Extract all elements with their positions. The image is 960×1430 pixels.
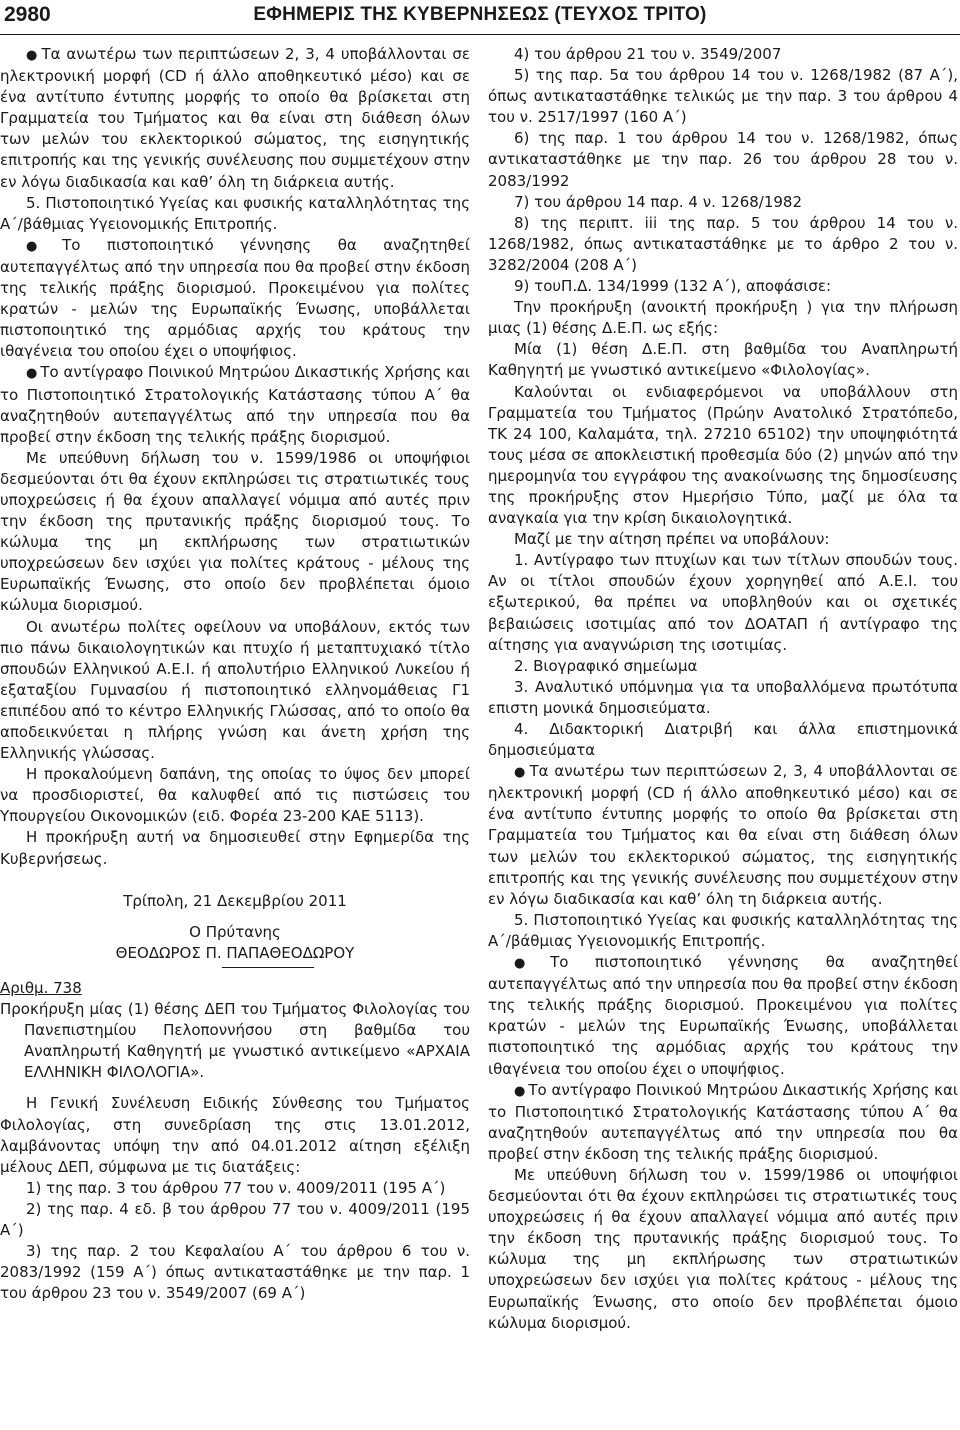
list-item: 3) της παρ. 2 του Κεφαλαίου Α΄ του άρθρου 6 του ν. 2083/1992 (159 Α΄) όπως αντικαταστάθηκε με την παρ. 1 του άρθρου 23 του ν. 3549/2007 (69 Α΄) [0, 1242, 470, 1303]
list-item: 4) του άρθρου 21 του ν. 3549/2007 [514, 45, 782, 63]
list-item: 7) του άρθρου 14 παρ. 4 ν. 1268/1982 [514, 192, 803, 211]
paragraph: ● Το αντίγραφο Ποινικού Μητρώου Δικαστικής Χρήσης και το Πιστοποιητικό Στρατολογικής Κατάστασης τύπου Α΄ θα αναζητηθούν αυτεπαγγέλτως από την υπηρεσία που θα προβεί στην έκδοση της τελικής πράξης διορισμού. [0, 363, 470, 446]
bullet-icon: ● [26, 366, 38, 382]
paragraph: Μαζί με την αίτηση πρέπει να υποβάλουν: [514, 530, 830, 549]
list-item: 3. Αναλυτικό υπόμνημα για τα υποβαλλόμενα πρωτότυπα επιστη μονικά δημοσιεύματα. [488, 677, 958, 717]
paragraph: Οι ανωτέρω πολίτες οφείλουν να υποβάλουν, εκτός των πιο πάνω δικαιολογητικών και πτυχίο ή μεταπτυχιακό τίτλο σπουδών Ελληνικού Α.Ε.Ι. ή απολυτήριο Ελληνικού Λυκείου ή εξαταξίου Γυμνασίου ή πιστοποιητικό ελληνομάθειας Γ1 επιπέδου από το κέντρο Ελληνικής Γλώσσας, από το οποίο θα αποδεικνύεται η πλήρης γνώση και άνετη χρήση της Ελληνικής γλώσσας. [0, 617, 470, 763]
paragraph: Μία (1) θέση Δ.Ε.Π. στη βαθμίδα του Αναπληρωτή Καθηγητή με γνωστικό αντικείμενο «Φιλολογίας». [488, 340, 958, 380]
decision-number: Αριθμ. 738 [0, 978, 82, 997]
paragraph: ● Το αντίγραφο Ποινικού Μητρώου Δικαστικής Χρήσης και το Πιστοποιητικό Στρατολογικής Κατάστασης τύπου Α΄ θα αναζητηθούν αυτεπαγγέλτως από την υπηρεσία που θα προβεί στην έκδοση της τελικής πράξης διορισμού. [488, 1080, 958, 1163]
list-item: 2. Βιογραφικό σημείωμα [514, 656, 698, 675]
list-item: 1. Αντίγραφο των πτυχίων και των τίτλων σπουδών τους. Αν οι τίτλοι σπουδών έχουν χορηγηθεί από Α.Ε.Ι. του εξωτερικού, θα πρέπει να υποβληθούν και οι σχετικές βεβαιώσεις ισοτιμίας από τον ΔΟΑΤΑΠ ή αντίγραφο της αίτησης για αναγνώριση της ισοτιμίας. [488, 551, 958, 654]
paragraph: ● Τα ανωτέρω των περιπτώσεων 2, 3, 4 υποβάλλονται σε ηλεκτρονική μορφή (CD ή άλλο αποθηκευτικό μέσο) και σε ένα αντίτυπο έντυπης μορφής το οποίο θα βρίσκεται στη Γραμματεία του Τμήματος και θα είναι στη διάθεση όλων των μελών του εκλεκτορικού σώματος, της εισηγητικής επιτροπής και της γενικής συνέλευσης που συμμετέχουν στην εν λόγω διαδικασία και καθ’ όλη τη διάρκεια αυτής. [0, 45, 471, 191]
list-item: 1) της παρ. 3 του άρθρου 77 του ν. 4009/2011 (195 Α΄) [26, 1178, 446, 1197]
paragraph: Την προκήρυξη (ανοικτή προκήρυξη ) για την πλήρωση μιας (1) θέσης Δ.Ε.Π. ως εξής: [488, 298, 958, 338]
list-item: 6) της παρ. 1 του άρθρου 14 του ν. 1268/1982, όπως αντικαταστάθηκε με την παρ. 26 του άρθρου 28 του ν. 2083/1992 [488, 129, 958, 190]
list-item: 5) της παρ. 5α του άρθρου 14 του ν. 1268/1982 (87 Α΄), όπως αντικαταστάθηκε τελικώς με την παρ. 3 του άρθρου 4 του ν. 2517/1997 (160 Α΄) [488, 66, 958, 127]
bullet-icon: ● [514, 765, 527, 781]
paragraph: Με υπεύθυνη δήλωση του ν. 1599/1986 οι υποψήφιοι δεσμεύονται ότι θα έχουν εκπληρώσει τις στρατιωτικές τους υποχρεώσεις ή θα έχουν απαλλαγεί νόμιμα από αυτές πριν την έκδοση της πρυτανικής πράξης διορισμού τους. Το κώλυμα της μη εκπλήρωσης των στρατιωτικών υποχρεώσεων δεν ισχύει για πολίτες κράτους - μέλους της Ευρωπαϊκής Ένωσης, στο οποίο δεν προβλέπεται όμοιο κώλυμα διορισμού. [488, 1165, 958, 1332]
list-item: 4. Διδακτορική Διατριβή και άλλα επιστημονικά δημοσιεύματα [488, 720, 958, 760]
list-item: 8) της περιπτ. iii της παρ. 5 του άρθρου 14 του ν. 1268/1982, όπως αντικαταστάθηκε με το άρθρο 2 του ν. 3282/2004 (208 Α΄) [488, 213, 958, 274]
signer-name: ΘΕΟΔΩΡΟΣ Π. ΠΑΠΑΘΕΟΔΩΡΟΥ [115, 943, 355, 962]
bullet-icon: ● [514, 956, 548, 972]
paragraph: 5. Πιστοποιητικό Υγείας και φυσικής καταλληλότητας της Α΄/βάθμιας Υγειονομικής Επιτροπής. [488, 910, 958, 950]
left-column [0, 44, 470, 1304]
paragraph: ● Το πιστοποιητικό γέννησης θα αναζητηθεί αυτεπαγγέλτως από την υπηρεσία που θα προβεί στην έκδοση της τελικής πράξης διορισμού. Προκειμένου για πολίτες κρατών - μελών της Ευρωπαϊκής Ένωσης, υποβάλλεται πιστοποιητικό της αρμόδιας αρχής του κράτους την ιθαγένεια του οποίου έχει ο υποψήφιος. [488, 953, 959, 1078]
bullet-icon: ● [514, 1083, 526, 1099]
paragraph: Η προκαλούμενη δαπάνη, της οποίας το ύψος δεν μπορεί να προσδιοριστεί, θα καλυφθεί από τις πιστώσεις του Υπουργείου Οικονομικών (ειδ. Φορέα 23-200 ΚΑΕ 5113). [0, 765, 470, 826]
gazette-title: ΕΦΗΜΕΡΙΣ ΤΗΣ ΚΥΒΕΡΝΗΣΕΩΣ (ΤΕΥΧΟΣ ΤΡΙΤΟ) [253, 4, 707, 25]
paragraph: Η Γενική Συνέλευση Ειδικής Σύνθεσης του Τμήματος Φιλολογίας, στη συνεδρίαση της στις 13.01.2012, λαμβάνοντας υπόψη την από 04.01.2012 αίτηση εξέλιξη μέλους ΔΕΠ, σύμφωνα με τις διατάξεις: [0, 1094, 470, 1176]
decision-title: Προκήρυξη μίας (1) θέσης ΔΕΠ του Τμήματος Φιλολογίας του Πανεπιστημίου Πελοποννήσου στη βαθμίδα του Αναπληρωτή Καθηγητή με γνωστικό αντικείμενο «ΑΡΧΑΙΑ ΕΛΛΗΝΙΚΗ ΦΙΛΟΛΟΓΙΑ». [0, 1000, 470, 1082]
bullet-icon: ● [26, 48, 39, 63]
bullet-icon: ● [26, 238, 60, 254]
paragraph: Καλούνται οι ενδιαφερόμενοι να υποβάλλουν στη Γραμματεία του Τμήματος (Πρώην Ανατολικό Στρατόπεδο, ΤΚ 24 100, Καλαμάτα, τηλ. 27210 65102) την υποψηφιότητά τους μέσα σε αποκλειστική προθεσμία δύο (2) μηνών από την ημερομηνία του εγγράφου της ανακοίνωσης της δημοσίευσης της προκήρυξης στον Ημερήσιο Τύπο, μαζί με όλα τα αναγκαία για την κρίση δικαιολογητικά. [488, 382, 958, 528]
paragraph: 5. Πιστοποιητικό Υγείας και φυσικής καταλληλότητας της Α΄/βάθμιας Υγειονομικής Επιτροπής. [0, 193, 470, 233]
list-item: 9) τουΠ.Δ. 134/1999 (132 Α΄), αποφάσισε: [514, 277, 832, 296]
page-header [0, 0, 960, 35]
place-date: Τρίπολη, 21 Δεκεμβρίου 2011 [123, 891, 347, 910]
paragraph: Με υπεύθυνη δήλωση του ν. 1599/1986 οι υποψήφιοι δεσμεύονται ότι θα έχουν εκπληρώσει τις στρατιωτικές τους υποχρεώσεις ή θα έχουν απαλλαγεί νόμιμα από αυτές πριν την έκδοση της πρυτανικής πράξης διορισμού τους. Το κώλυμα της μη εκπλήρωσης των στρατιωτικών υποχρεώσεων δεν ισχύει για πολίτες κράτους - μέλους της Ευρωπαϊκής Ένωσης, στο οποίο δεν προβλέπεται όμοιο κώλυμα διορισμού. [0, 448, 470, 615]
page-number: 2980 [4, 3, 51, 26]
signer-role: Ο Πρύτανης [189, 922, 281, 941]
paragraph: ● Το πιστοποιητικό γέννησης θα αναζητηθεί αυτεπαγγέλτως από την υπηρεσία που θα προβεί στην έκδοση της τελικής πράξης διορισμού. Προκειμένου για πολίτες κρατών - μελών της Ευρωπαϊκής Ένωσης, υποβάλλεται πιστοποιητικό της αρμόδιας αρχής του κράτους την ιθαγένεια του οποίου έχει ο υποψήφιος. [0, 235, 471, 361]
right-column [488, 44, 958, 1334]
paragraph: Η προκήρυξη αυτή να δημοσιευθεί στην Εφημερίδα της Κυβερνήσεως. [0, 828, 470, 868]
list-item: 2) της παρ. 4 εδ. β του άρθρου 77 του ν. 4009/2011 (195 Α΄) [0, 1199, 470, 1239]
paragraph: ● Τα ανωτέρω των περιπτώσεων 2, 3, 4 υποβάλλονται σε ηλεκτρονική μορφή (CD ή άλλο αποθηκευτικό μέσο) και σε ένα αντίτυπο έντυπης μορφής το οποίο θα βρίσκεται στη Γραμματεία του Τμήματος και θα είναι στη διάθεση όλων των μελών του εκλεκτορικού σώματος, της εισηγητικής επιτροπής και της γενικής συνέλευσης που συμμετέχουν στην εν λόγω διαδικασία και καθ’ όλη τη διάρκεια αυτής. [488, 762, 959, 908]
